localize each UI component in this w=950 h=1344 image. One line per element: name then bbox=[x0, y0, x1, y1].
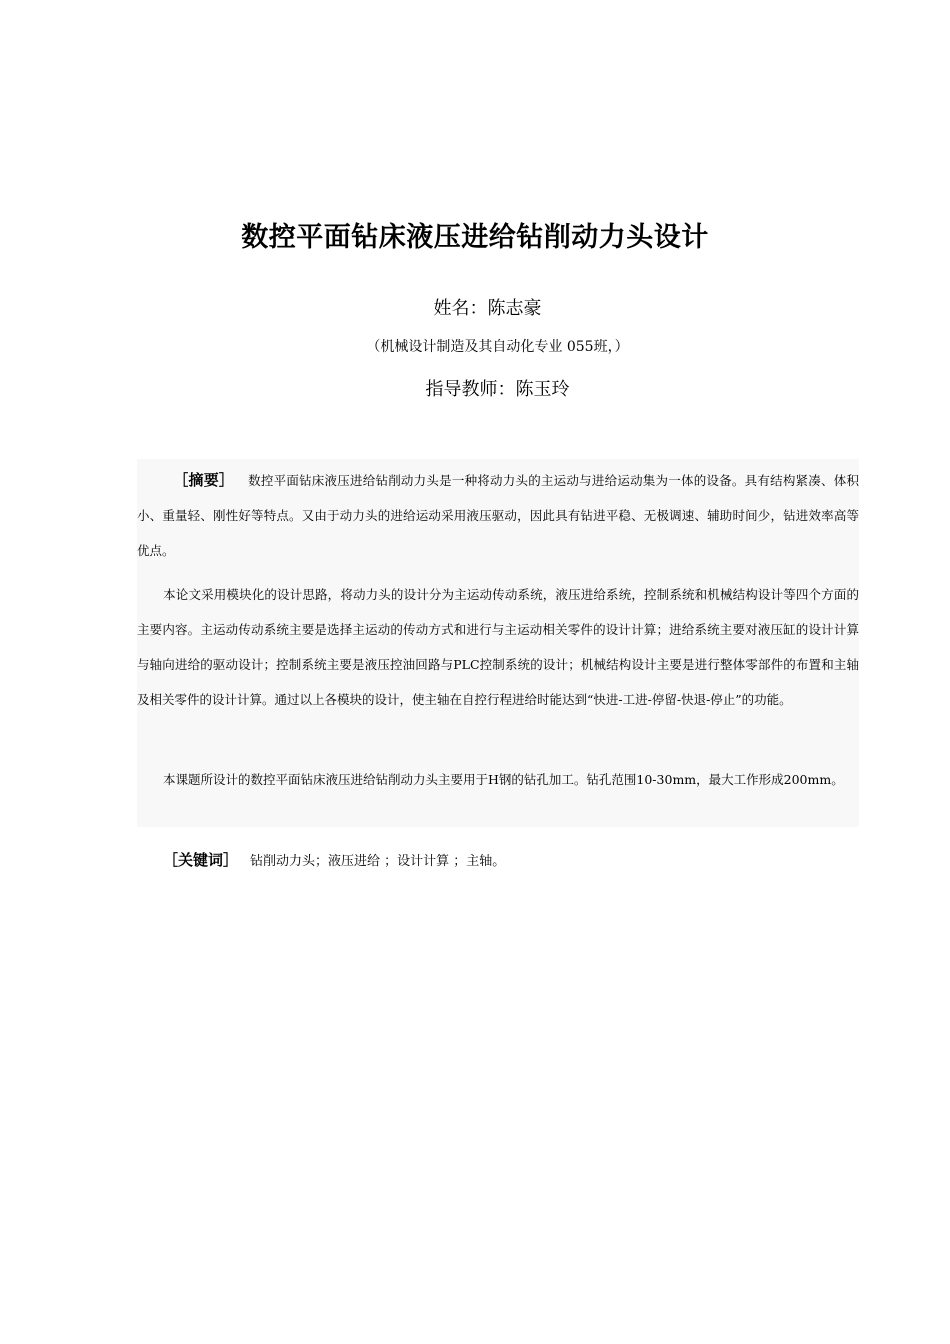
abstract-paragraph-3 bbox=[137, 762, 859, 797]
advisor-line: 指导教师：陈玉玲 bbox=[425, 379, 570, 400]
keywords-text: 钻削动力头；液压进给 ；设计计算 ；主轴。 bbox=[250, 854, 506, 869]
page-title: 数控平面钻床液压进给钻削动力头设计 bbox=[241, 222, 709, 253]
keywords-heading: ［关键词］ bbox=[163, 851, 239, 869]
keywords-line bbox=[163, 846, 505, 876]
abstract-paragraph-2 bbox=[137, 577, 859, 717]
abstract-heading: ［摘要］ bbox=[173, 471, 235, 489]
author-line: 姓名：陈志豪 bbox=[433, 298, 542, 319]
abstract-text-3: 本课题所设计的数控平面钻床液压进给钻削动力头主要用于H钢的钻孔加工。钻孔范围10-30mm，最大工作形成200mm。 bbox=[163, 772, 844, 787]
abstract-paragraph-1 bbox=[137, 463, 859, 568]
abstract-text-2: 本论文采用模块化的设计思路，将动力头的设计分为主运动传动系统，液压进给系统，控制系统和机械结构设计等四个方面的主要内容。主运动传动系统主要是选择主运动的传动方式和进行与主运动相关零件的设计计算；进给系统主要对液压缸的设计计算与轴向进给的驱动设计；控制系统主要是液压控油回路与PLC控制系统的设计；机械结构设计主要是进行整体零部件的布置和主轴及相关零件的设计计算。通过以上各模块的设计，使主轴在自控行程进给时能达到“快进-工进-停留-快退-停止”的功能。 bbox=[137, 587, 859, 707]
abstract-text-1: 数控平面钻床液压进给钻削动力头是一种将动力头的主运动与进给运动集为一体的设备。具有结构紧凑、体积小、重量轻、刚性好等特点。又由于动力头的进给运动采用液压驱动，因此具有钻进平稳、无极调速、辅助时间少，钻进效率高等优点。 bbox=[137, 473, 859, 558]
affiliation-line: （机械设计制造及其自动化专业 055班，） bbox=[366, 339, 629, 355]
abstract-section bbox=[137, 459, 859, 827]
